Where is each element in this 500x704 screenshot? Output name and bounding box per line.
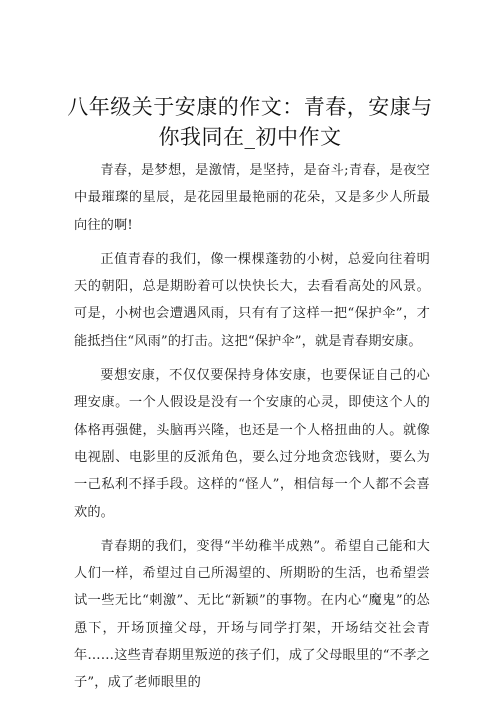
article-title: 八年级关于安康的作文：青春，安康与你我同在_初中作文 [67, 95, 433, 149]
paragraph-3: 要想安康，不仅仅要保持身体安康，也要保证自己的心理安康。一个人假设是没有一个安康的心灵，即使这个人的体格再强健，头脑再兴隆，也还是一个人格扭曲的人。就像电视剧、电影里的反派角色，要么过分地贪恋钱财，要么为一己私利不择手段。这样的“怪人”，相信每一个人都不会喜欢的。 [74, 368, 430, 520]
paragraph-2: 正值青春的我们，像一棵棵蓬勃的小树，总爱向往着明天的朝阳，总是期盼着可以快快长大，去看看高处的风景。可是，小树也会遭遇风雨，只有有了这样一把“保护伞”，才能抵挡住“风雨”的打击。这把“保护伞”，就是青春期安康。 [74, 251, 430, 349]
article-body [74, 157, 430, 704]
paragraph-1: 青春，是梦想，是激情，是坚持，是奋斗;青春，是夜空中最璀璨的星辰，是花园里最艳丽的花朵，又是多少人所最向往的啊! [74, 163, 430, 233]
paragraph-4: 青春期的我们，变得“半幼稚半成熟”。希望自己能和大人们一样，希望过自己所渴望的、所期盼的生活，也希望尝试一些无比“刺激”、无比“新颖”的事物。在内心“魔鬼”的怂恿下，开场顶撞父母，开场与同学打架，开场结交社会青年……这些青春期里叛逆的孩子们，成了父母眼里的“不孝之子”，成了老师眼里的 [74, 538, 430, 691]
